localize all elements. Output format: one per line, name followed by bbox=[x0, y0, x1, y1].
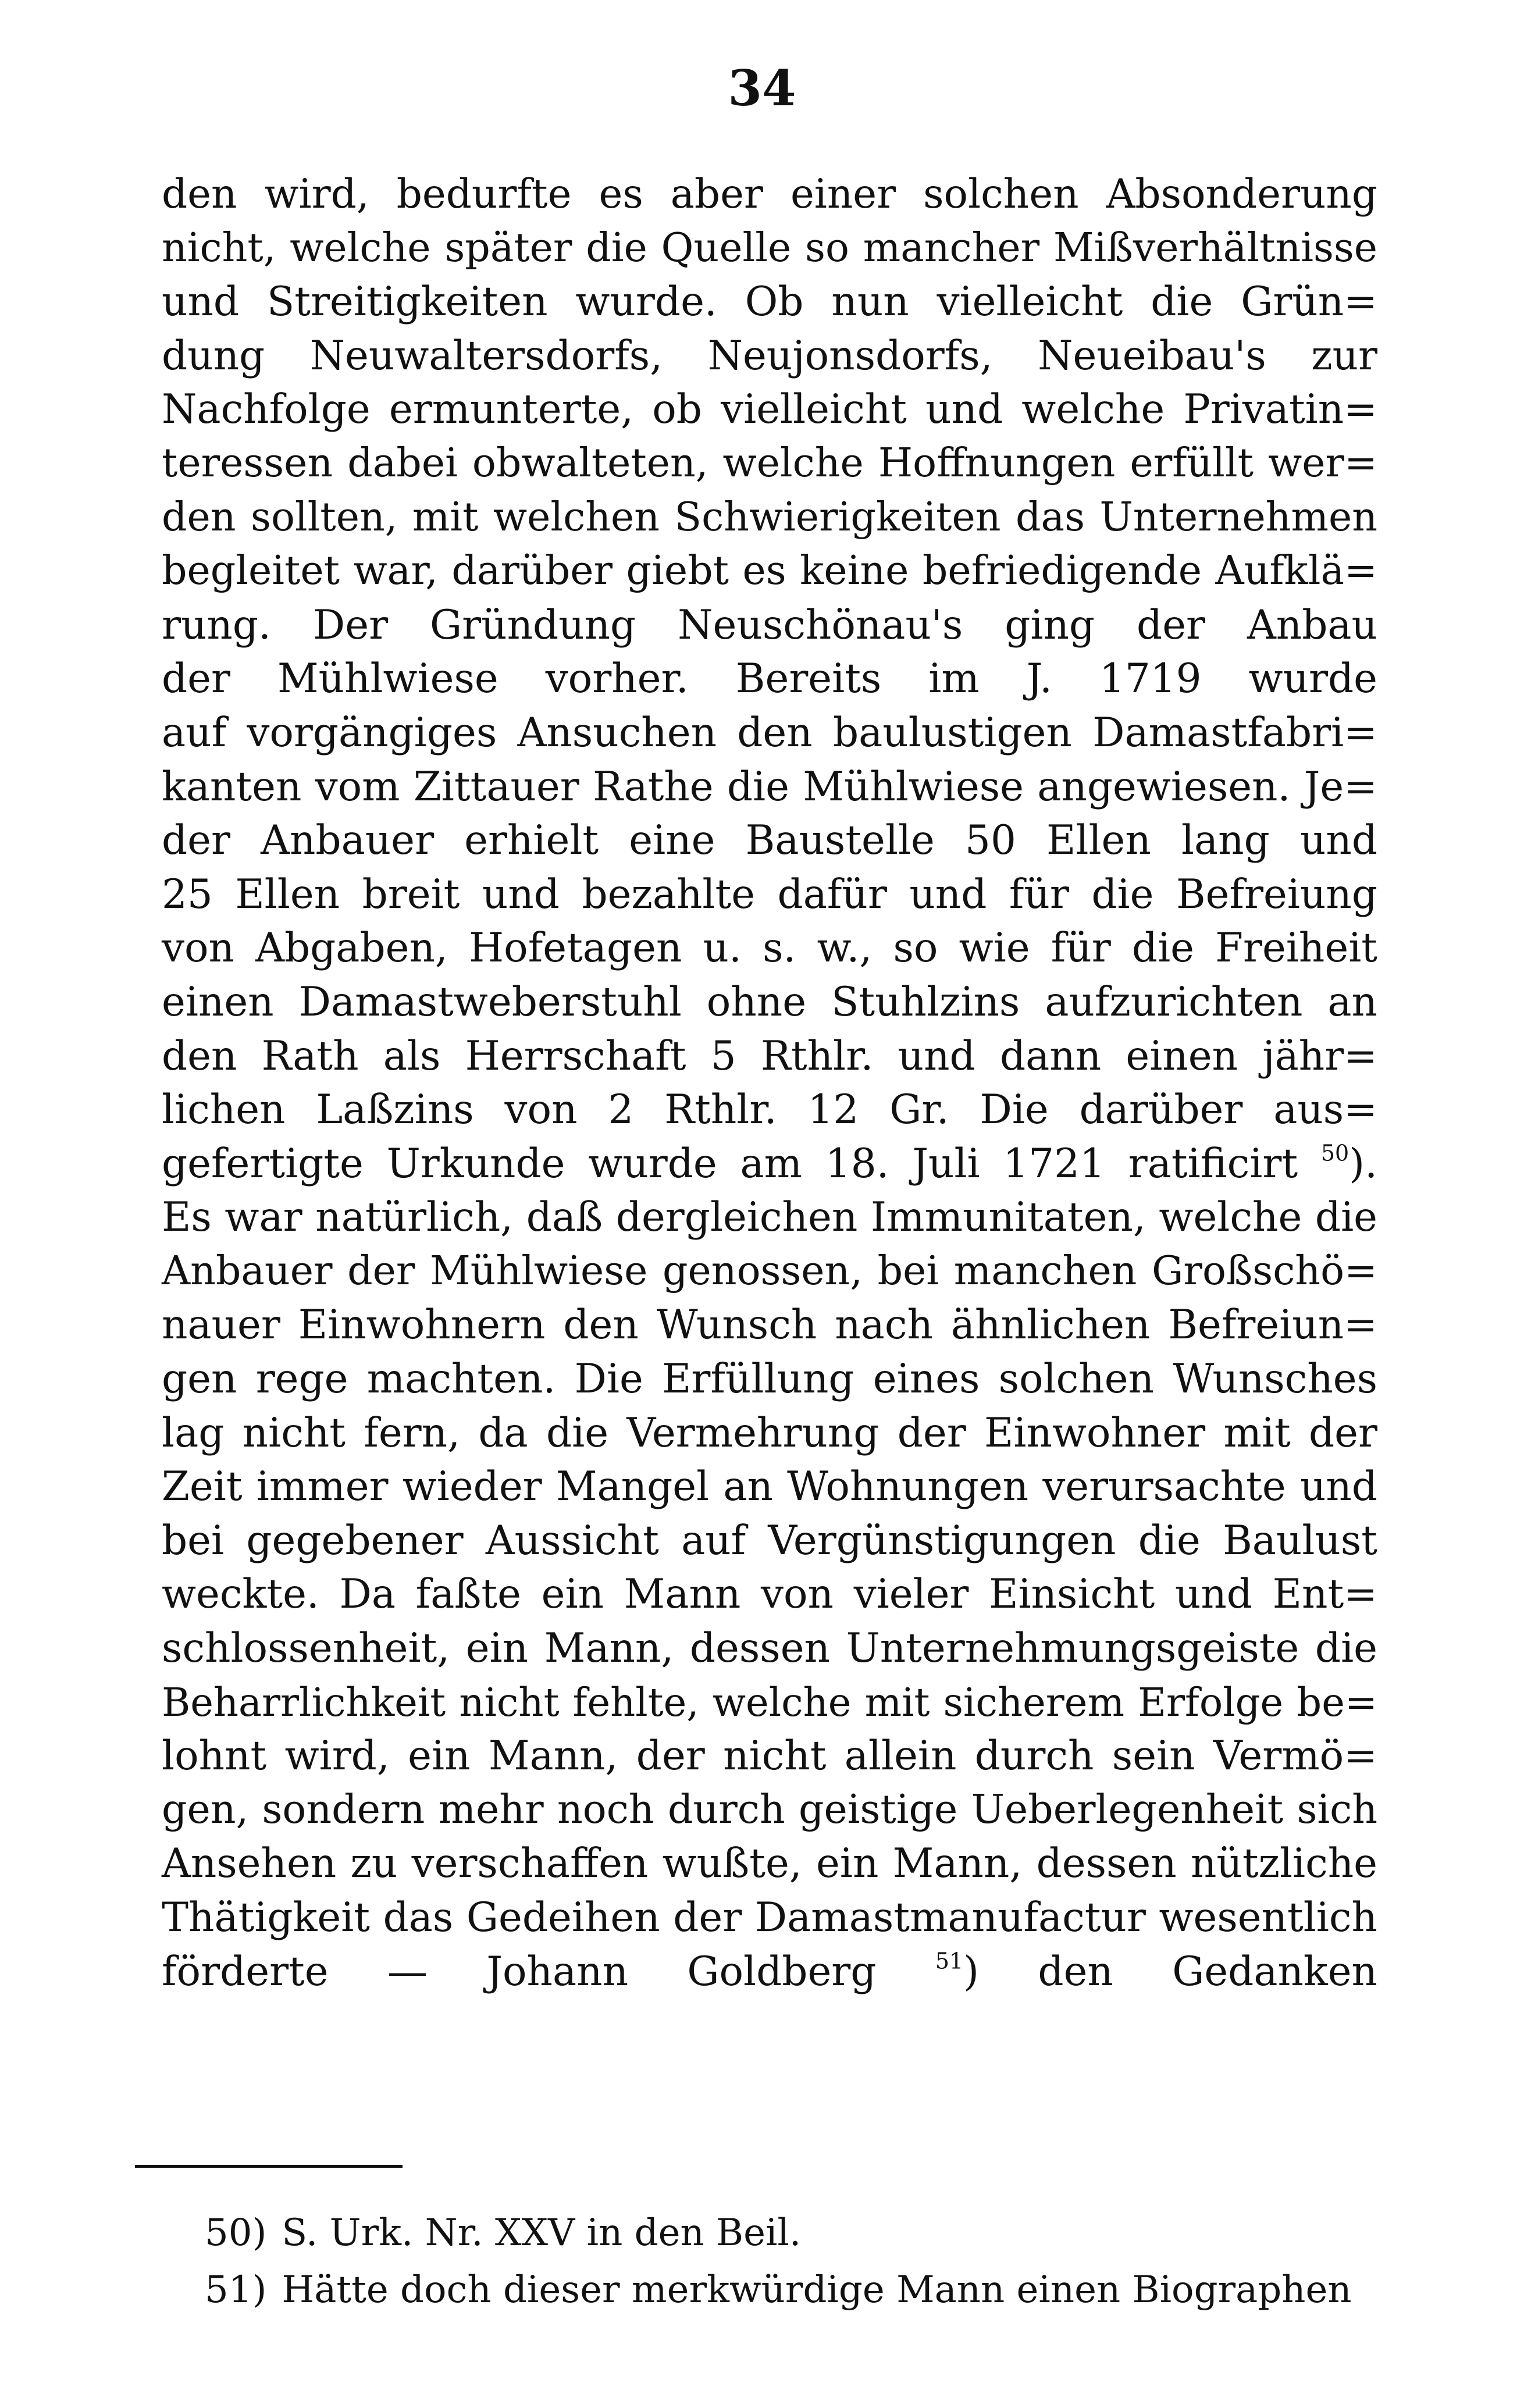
text-line: weckte. Da faßte ein Mann von vieler Einsicht und Ent= bbox=[162, 1571, 1377, 1618]
text-line: teressen dabei obwalteten, welche Hoffnungen erfüllt wer= bbox=[162, 440, 1377, 486]
text-line: Ansehen zu verschaffen wußte, ein Mann, dessen nützliche bbox=[162, 1840, 1377, 1887]
text-line-tail: ) den Gedanken bbox=[963, 1948, 1378, 1995]
footnote-51 bbox=[205, 2261, 1356, 2318]
footnote-ref-51: 51 bbox=[935, 1948, 964, 1974]
text-line: Thätigkeit das Gedeihen der Damastmanufactur wesentlich bbox=[162, 1894, 1377, 1941]
text-line: auf vorgängiges Ansuchen den baulustigen Damastfabri= bbox=[162, 709, 1377, 756]
text-line: nicht, welche später die Quelle so mancher Mißverhältnisse bbox=[162, 225, 1377, 271]
text-line-tail: ). bbox=[1349, 1140, 1378, 1187]
text-line: Beharrlichkeit nicht fehlte, welche mit sicherem Erfolge be= bbox=[162, 1679, 1377, 1725]
text-line-segment: gefertigte Urkunde wurde am 18. Juli 1721 ratificirt bbox=[162, 1140, 1298, 1187]
text-line: Nachfolge ermunterte, ob vielleicht und welche Privatin= bbox=[162, 386, 1377, 433]
text-line: den sollten, mit welchen Schwierigkeiten das Unternehmen bbox=[162, 494, 1377, 540]
footnote-ref-50: 50 bbox=[1320, 1140, 1349, 1166]
text-line: kanten vom Zittauer Rathe die Mühlwiese angewiesen. Je= bbox=[162, 763, 1377, 810]
body-text bbox=[162, 168, 1377, 1999]
footnotes bbox=[205, 2204, 1356, 2318]
text-line: begleitet war, darüber giebt es keine befriedigende Aufklä= bbox=[162, 548, 1377, 594]
footnote-50 bbox=[205, 2204, 1356, 2261]
text-line-segment: förderte — Johann Goldberg bbox=[162, 1948, 877, 1995]
footnote-number: 50) bbox=[205, 2211, 267, 2254]
text-line: Es war natürlich, daß dergleichen Immunitaten, welche die bbox=[162, 1194, 1377, 1241]
text-line: dung Neuwaltersdorfs, Neujonsdorfs, Neueibau's zur bbox=[162, 332, 1377, 379]
text-line: gen rege machten. Die Erfüllung eines solchen Wunsches bbox=[162, 1356, 1377, 1403]
text-line: rung. Der Gründung Neuschönau's ging der Anbau bbox=[162, 601, 1377, 649]
footnote-text: Hätte doch dieser merkwürdige Mann einen Biographen bbox=[282, 2268, 1352, 2311]
text-line-with-footnote-ref bbox=[162, 1137, 1377, 1191]
text-line: bei gegebener Aussicht auf Vergünstigungen die Baulust bbox=[162, 1517, 1377, 1564]
text-line: den Rath als Herrschaft 5 Rthlr. und dann einen jähr= bbox=[162, 1032, 1377, 1080]
text-line: gen, sondern mehr noch durch geistige Ueberlegenheit sich bbox=[162, 1786, 1377, 1833]
text-line: lohnt wird, ein Mann, der nicht allein durch sein Vermö= bbox=[162, 1733, 1377, 1780]
text-line: einen Damastweberstuhl ohne Stuhlzins aufzurichten an bbox=[162, 978, 1377, 1025]
text-line-with-footnote-ref bbox=[162, 1945, 1377, 1999]
text-line: den wird, bedurfte es aber einer solchen Absonderung bbox=[162, 171, 1377, 218]
text-line: lichen Laßzins von 2 Rthlr. 12 Gr. Die darüber aus= bbox=[162, 1087, 1377, 1134]
page-number: 34 bbox=[728, 59, 796, 117]
footnote-text: S. Urk. Nr. XXV in den Beil. bbox=[282, 2211, 802, 2254]
text-line: schlossenheit, ein Mann, dessen Unternehmungsgeiste die bbox=[162, 1625, 1377, 1672]
footnote-divider bbox=[135, 2165, 403, 2168]
text-line: nauer Einwohnern den Wunsch nach ähnlichen Befreiun= bbox=[162, 1302, 1377, 1349]
text-line: 25 Ellen breit und bezahlte dafür und für die Befreiung bbox=[162, 871, 1377, 918]
text-line: lag nicht fern, da die Vermehrung der Einwohner mit der bbox=[162, 1409, 1377, 1456]
text-line: der Anbauer erhielt eine Baustelle 50 Ellen lang und bbox=[162, 817, 1377, 864]
text-line: der Mühlwiese vorher. Bereits im J. 1719 wurde bbox=[162, 656, 1377, 703]
text-line: Zeit immer wieder Mangel an Wohnungen verursachte und bbox=[162, 1463, 1377, 1511]
footnote-number: 51) bbox=[205, 2268, 267, 2311]
text-line: und Streitigkeiten wurde. Ob nun vielleicht die Grün= bbox=[162, 279, 1377, 326]
text-line: Anbauer der Mühlwiese genossen, bei manchen Großschö= bbox=[162, 1248, 1377, 1294]
text-line: von Abgaben, Hofetagen u. s. w., so wie für die Freiheit bbox=[162, 925, 1377, 972]
